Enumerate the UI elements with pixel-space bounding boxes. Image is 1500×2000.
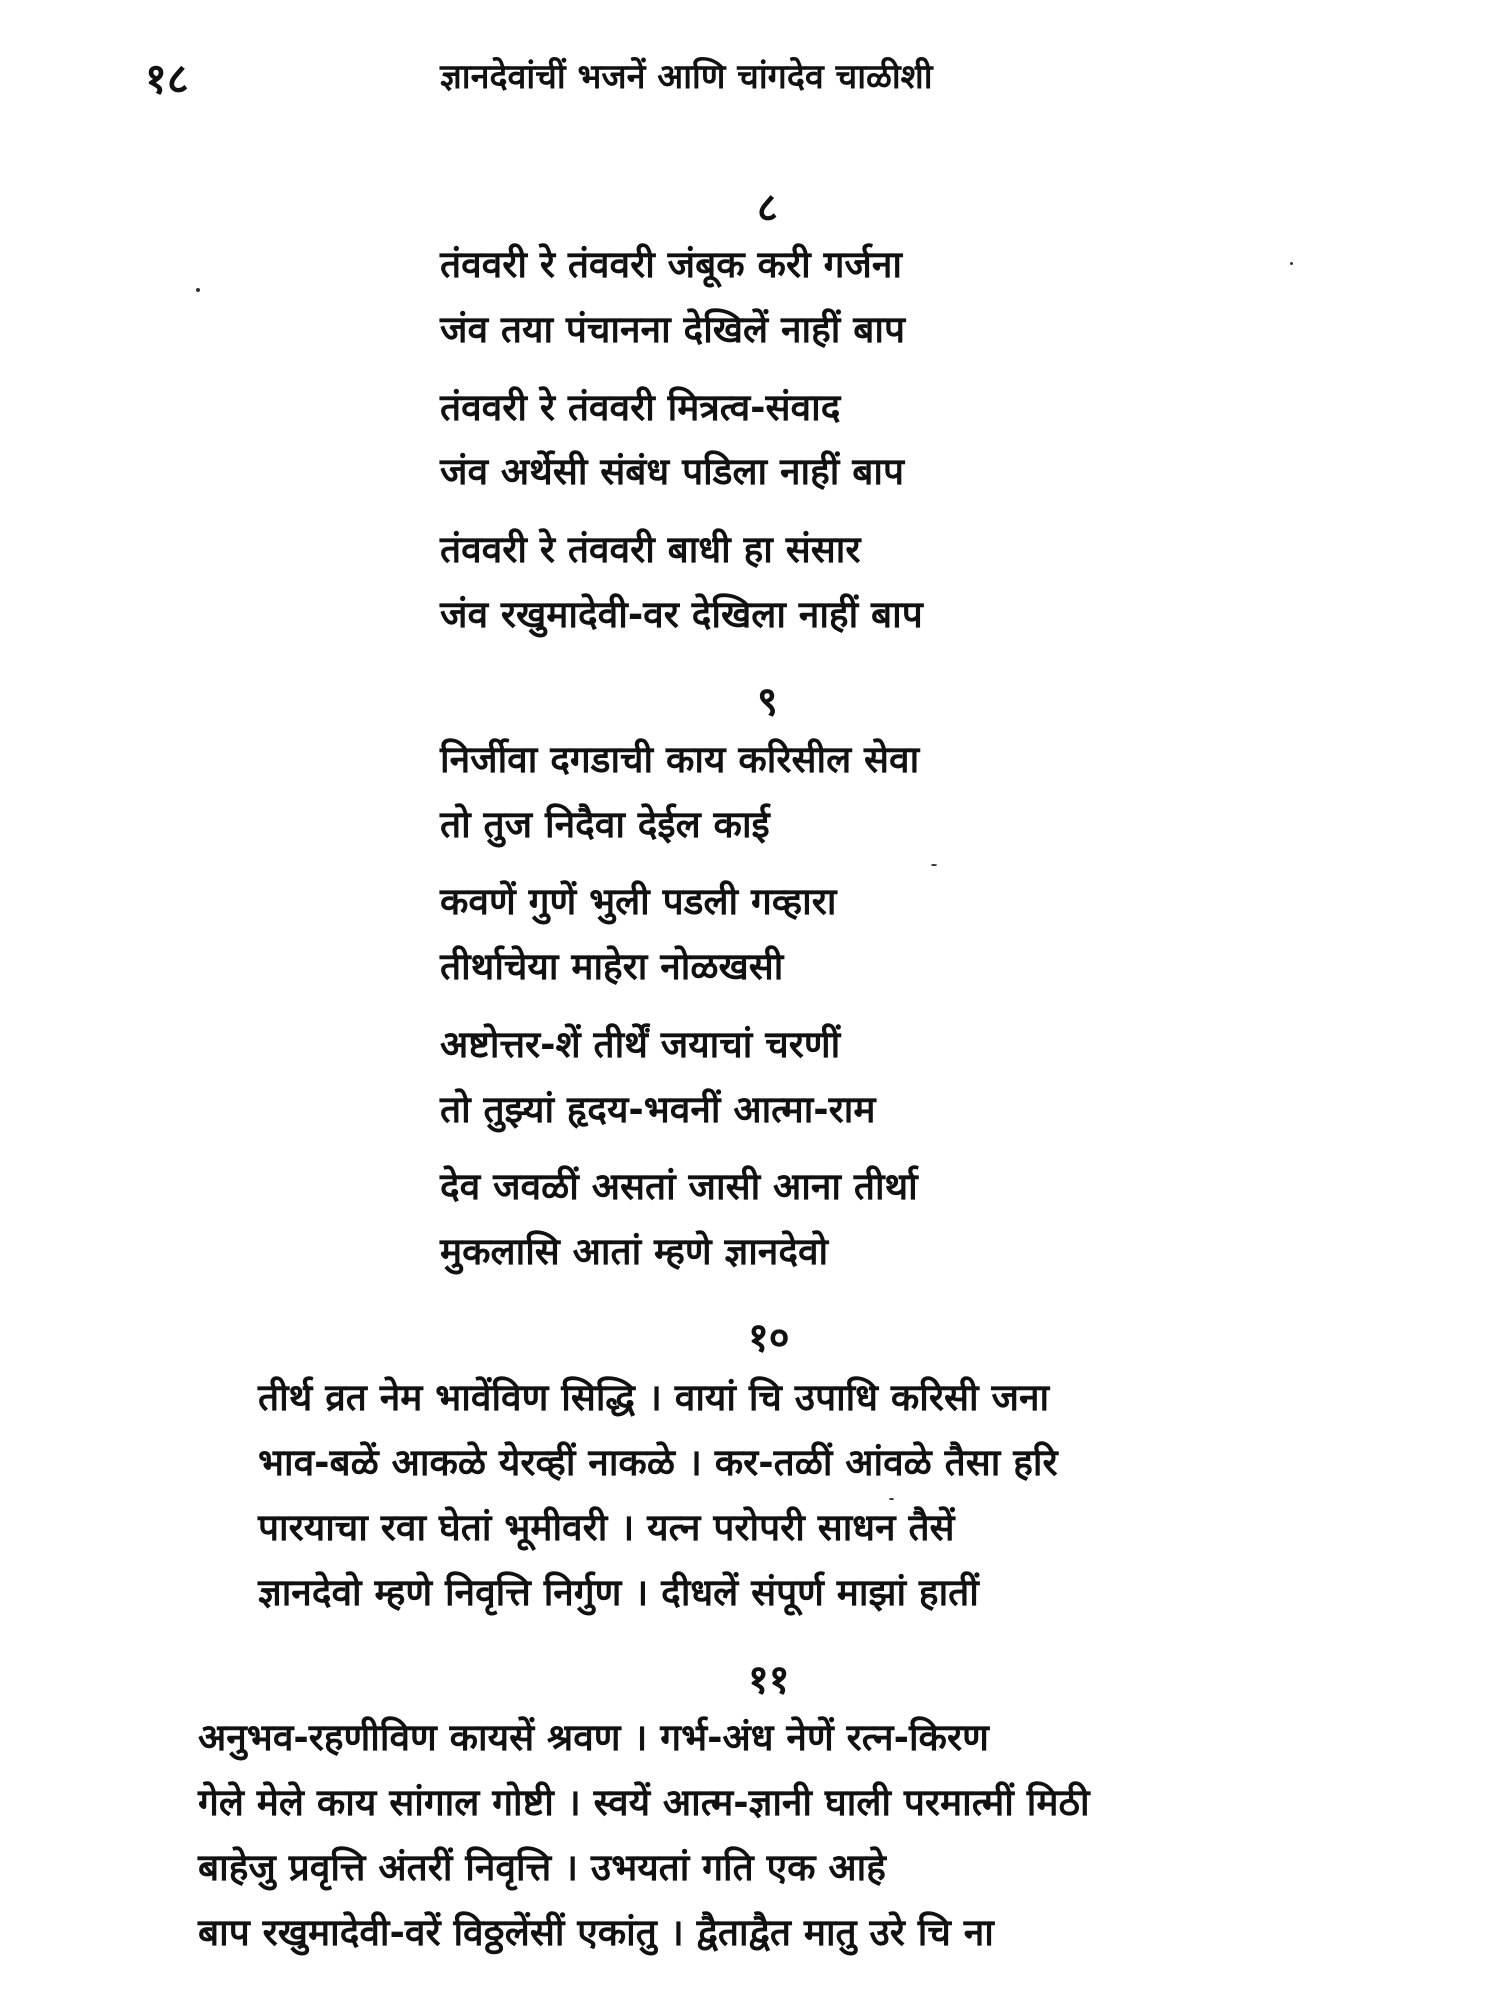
- verse-line: तो तुज निदैवा देईल काई: [440, 803, 770, 846]
- scan-speck: [196, 288, 200, 292]
- scan-speck: [889, 1498, 894, 1500]
- scan-speck: [931, 864, 937, 866]
- verse-line: जंव रखुमादेवी-वर देखिला नाहीं बाप: [440, 593, 923, 636]
- verse-line: जंव अर्थेसी संबंध पडिला नाहीं बाप: [440, 450, 904, 493]
- verse-line: बाहेजु प्रवृत्ति अंतरीं निवृत्ति । उभयतां गति एक आहे: [198, 1846, 886, 1889]
- verse-line: तीर्थ व्रत नेम भावेंविण सिद्धि । वायां चि उपाधि करिसी जना: [258, 1376, 1050, 1419]
- verse-line: जंव तया पंचानना देखिलें नाहीं बाप: [440, 308, 905, 351]
- verse-line: पारयाचा रवा घेतां भूमीवरी । यत्न परोपरी साधन तैसें: [258, 1506, 955, 1549]
- verse-line: ज्ञानदेवो म्हणे निवृत्ति निर्गुण । दीधलें संपूर्ण माझां हातीं: [258, 1571, 979, 1614]
- verse-line: तंववरी रे तंववरी मित्रत्व-संवाद: [440, 386, 841, 429]
- verse-line: अष्टोत्तर-शें तीर्थें जयाचां चरणीं: [440, 1023, 841, 1066]
- page-number: १८: [145, 54, 189, 103]
- running-title: ज्ञानदेवांचीं भजनें आणि चांगदेव चाळीशी: [440, 57, 933, 97]
- verse-line: बाप रखुमादेवी-वरें विठ्ठलेंसीं एकांतु । द्वैताद्वैत मातु उरे चि ना: [198, 1911, 994, 1954]
- verse-line: तो तुझ्यां हृदय-भवनीं आत्मा-राम: [440, 1088, 876, 1131]
- verse-line: तीर्थाचेया माहेरा नोळखसी: [440, 945, 784, 988]
- section-number-8: ८: [757, 185, 778, 231]
- verse-line: निर्जीवा दगडाची काय करिसील सेवा: [440, 738, 920, 781]
- verse-line: गेले मेले काय सांगाल गोष्टी । स्वयें आत्म-ज्ञानी घाली परमात्मीं मिठी: [198, 1781, 1090, 1824]
- verse-line: कवणें गुणें भुली पडली गव्हारा: [440, 880, 837, 923]
- section-number-9: ९: [757, 679, 778, 725]
- verse-line: भाव-बळें आकळे येरव्हीं नाकळे । कर-तळीं आंवळे तैसा हरि: [258, 1441, 1058, 1484]
- verse-line: तंववरी रे तंववरी जंबूक करी गर्जना: [440, 243, 902, 286]
- verse-line: देव जवळीं असतां जासी आना तीर्था: [440, 1165, 918, 1208]
- verse-line: मुकलासि आतां म्हणे ज्ञानदेवो: [440, 1230, 829, 1273]
- verse-line: तंववरी रे तंववरी बाधी हा संसार: [440, 528, 861, 571]
- verse-line: अनुभव-रहणीविण कायसें श्रवण । गर्भ-अंध नेणें रत्न-किरण: [198, 1716, 989, 1759]
- scan-speck: [1290, 262, 1293, 265]
- section-number-11: ११: [748, 1657, 790, 1703]
- section-number-10: १०: [748, 1315, 790, 1361]
